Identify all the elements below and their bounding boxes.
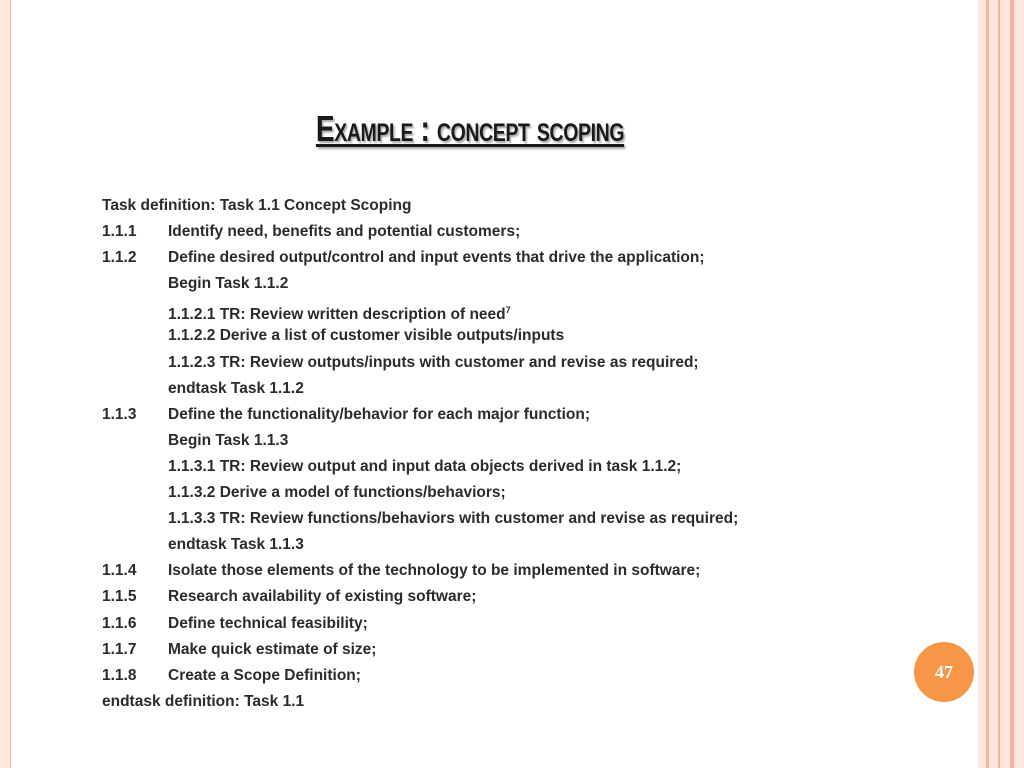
task-text bbox=[168, 666, 361, 686]
task-text-body: Define technical feasibility; bbox=[168, 614, 368, 632]
left-frame-border bbox=[0, 0, 11, 768]
slide-title: Example : concept scoping bbox=[315, 108, 625, 149]
task-text bbox=[168, 274, 288, 294]
task-text-body: Define desired output/control and input events that drive the application; bbox=[168, 249, 705, 267]
task-number: 1.1.2 bbox=[102, 249, 137, 267]
task-header: Task definition: Task 1.1 Concept Scoping bbox=[102, 197, 412, 214]
task-text-body: 1.1.3.2 Derive a model of functions/behaviors; bbox=[168, 484, 506, 502]
task-text bbox=[168, 587, 476, 607]
task-number: 1.1.8 bbox=[102, 666, 137, 684]
task-text bbox=[168, 222, 520, 242]
frame-stripe bbox=[986, 0, 989, 768]
task-number: 1.1.6 bbox=[102, 614, 137, 632]
task-text bbox=[168, 248, 705, 268]
task-number: 1.1.5 bbox=[102, 588, 137, 606]
task-text bbox=[168, 640, 376, 660]
task-text bbox=[168, 483, 506, 503]
task-text-body: Identify need, benefits and potential customers; bbox=[168, 223, 521, 241]
task-text bbox=[168, 614, 368, 634]
task-text-body: Define the functionality/behavior for each major function; bbox=[168, 405, 590, 423]
frame-stripe bbox=[1010, 0, 1014, 768]
task-text bbox=[168, 431, 288, 451]
task-text bbox=[168, 353, 699, 373]
task-number: 1.1.4 bbox=[102, 562, 137, 580]
task-number: 1.1.1 bbox=[102, 223, 137, 241]
task-text bbox=[168, 405, 590, 425]
task-text-body: Isolate those elements of the technology to be implemented in software; bbox=[168, 562, 701, 580]
task-text bbox=[168, 561, 700, 581]
task-text bbox=[168, 326, 564, 346]
task-text-body: endtask Task 1.1.3 bbox=[168, 536, 304, 554]
task-text-body: 1.1.2.2 Derive a list of customer visible outputs/inputs bbox=[168, 327, 565, 345]
task-number: 1.1.7 bbox=[102, 640, 137, 658]
task-text bbox=[168, 535, 304, 555]
right-frame-border bbox=[978, 0, 1024, 768]
task-text-body: 1.1.2.3 TR: Review outputs/inputs with customer and revise as required; bbox=[168, 353, 699, 371]
task-number: 1.1.3 bbox=[102, 405, 137, 423]
task-text-body: Make quick estimate of size; bbox=[168, 640, 377, 658]
page-number-badge: 47 bbox=[914, 642, 974, 702]
task-text bbox=[168, 509, 738, 529]
task-text-body: endtask Task 1.1.2 bbox=[168, 379, 304, 397]
task-text-body: Create a Scope Definition; bbox=[168, 666, 361, 684]
task-text-body: 1.1.3.3 TR: Review functions/behaviors with customer and revise as required; bbox=[168, 510, 739, 528]
task-text bbox=[168, 300, 511, 325]
task-text-body: Begin Task 1.1.2 bbox=[168, 275, 289, 293]
task-text-body: 1.1.3.1 TR: Review output and input data objects derived in task 1.1.2; bbox=[168, 457, 682, 475]
task-text-body: Research availability of existing software; bbox=[168, 588, 477, 606]
task-text bbox=[168, 379, 304, 399]
task-text bbox=[168, 457, 681, 477]
frame-stripe bbox=[998, 0, 1000, 768]
footnote-marker: 7 bbox=[505, 305, 511, 316]
task-text-body: Begin Task 1.1.3 bbox=[168, 431, 289, 449]
task-text-body: 1.1.2.1 TR: Review written description of need bbox=[168, 306, 506, 324]
task-footer: endtask definition: Task 1.1 bbox=[102, 692, 305, 710]
